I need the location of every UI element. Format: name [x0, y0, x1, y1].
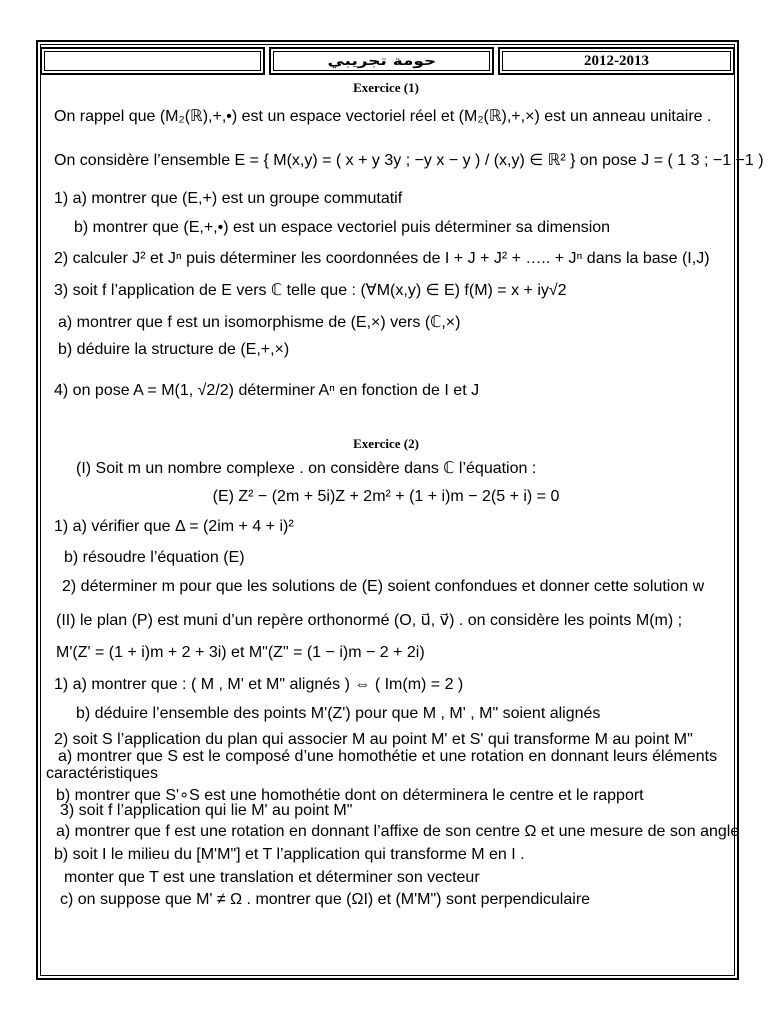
ex2-line-13: b) montrer que S'∘S est une homothétie dont on déterminera le centre et le rapport	[56, 787, 644, 804]
school-year: 2012-2013	[584, 52, 649, 69]
ex2-equation: (E) Z² − (2m + 5i)Z + 2m² + (1 + i)m − 2(5 + i) = 0	[212, 488, 560, 505]
header-box-year	[498, 47, 735, 75]
ex1-line-2: On considère l’ensemble E = { M(x,y) = ( x + y 3y ; −y x − y ) / (x,y) ∈ ℝ² } on pose J = ( 1 3 ; −1 −1 )	[54, 152, 764, 169]
ex1-line-3: 1) a) montrer que (E,+) est un groupe commutatif	[54, 190, 403, 207]
ex2-line-11: a) montrer que S est le composé d’une homothétie et une rotation en donnant leurs éléments	[58, 748, 718, 765]
ex1-line-4: b) montrer que (E,+,•) est un espace vectoriel puis déterminer sa dimension	[74, 219, 611, 236]
ex2-line-10: 2) soit S l’application du plan qui associer M au point M' et S' qui transforme M au point M"	[54, 731, 693, 748]
ex2-line-18: c) on suppose que M' ≠ Ω . montrer que (ΩI) et (M'M") sont perpendiculaire	[60, 891, 591, 908]
exercise-2-title: Exercice (2)	[353, 436, 419, 451]
ex2-line-4: b) résoudre l’équation (E)	[64, 549, 245, 566]
ex2-line-12: caractéristiques	[46, 765, 159, 782]
ex2-line-8: 1) a) montrer que : ( M , M' et M" alignés ) ⇔ ( Im(m) = 2 )	[54, 676, 464, 693]
header-box-title	[269, 47, 494, 75]
ex2-line-14: 3) soit f l’application qui lie M' au point M"	[60, 802, 353, 819]
header-box-left	[40, 47, 265, 75]
exercise-1-title: Exercice (1)	[353, 80, 419, 95]
ex1-line-5: 2) calculer J² et Jⁿ puis déterminer les coordonnées de I + J + J² + ….. + Jⁿ dans la base (I,J)	[54, 250, 710, 267]
ex1-line-9: 4) on pose A = M(1, √2/2) déterminer Aⁿ en fonction de I et J	[54, 382, 480, 399]
school-title: حومة تجريبي	[327, 53, 436, 69]
ex2-line-5: 2) déterminer m pour que les solutions de (E) soient confondues et donner cette solution w	[62, 578, 705, 595]
ex2-line-9: b) déduire l’ensemble des points M'(Z') pour que M , M' , M" soient alignés	[76, 705, 601, 722]
ex2-line-3: 1) a) vérifier que Δ = (2im + 4 + i)²	[54, 518, 294, 535]
ex2-line-17: monter que T est une translation et déterminer son vecteur	[64, 869, 480, 886]
ex1-line-8: b) déduire la structure de (E,+,×)	[58, 341, 290, 358]
ex2-line-7: M'(Z' = (1 + i)m + 2 + 3i) et M"(Z" = (1 − i)m − 2 + 2i)	[56, 644, 425, 661]
ex1-line-1: On rappel que (M₂(ℝ),+,•) est un espace vectoriel réel et (M₂(ℝ),+,×) est un anneau unitaire .	[54, 108, 712, 125]
ex2-line-15: a) montrer que f est une rotation en donnant l’affixe de son centre Ω et une mesure de son angle	[56, 823, 740, 840]
ex2-line-1: (I) Soit m un nombre complexe . on considère dans ℂ l’équation :	[76, 460, 537, 477]
ex2-line-16: b) soit I le milieu du [M'M"] et T l’application qui transforme M en I .	[54, 846, 525, 863]
ex2-line-6: (II) le plan (P) est muni d’un repère orthonormé (O, u⃗, v⃗) . on considère les points M(m) ;	[56, 612, 683, 629]
ex1-line-6: 3) soit f l’application de E vers ℂ telle que : (∀M(x,y) ∈ E) f(M) = x + iy√2	[54, 282, 567, 299]
ex1-line-7: a) montrer que f est un isomorphisme de (E,×) vers (ℂ,×)	[58, 314, 461, 331]
